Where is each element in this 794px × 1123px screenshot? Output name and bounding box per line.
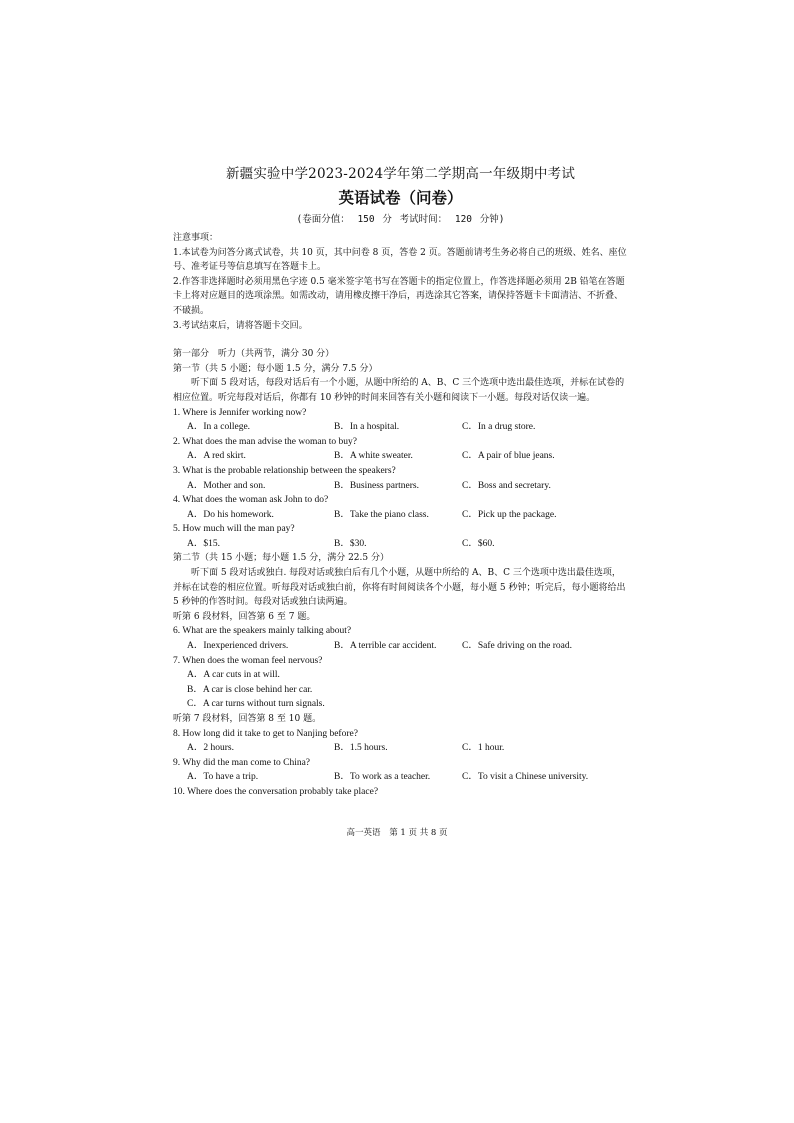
exam-meta bbox=[173, 213, 628, 227]
page-content bbox=[173, 164, 628, 800]
option-a: A．To have a trip. bbox=[187, 772, 259, 783]
option-c: C．1 hour. bbox=[462, 743, 505, 754]
option-c: C．In a drug store. bbox=[462, 422, 536, 433]
question-stem: 2. What does the man advise the woman to buy? bbox=[173, 436, 357, 447]
question-stem: 4. What does the woman ask John to do? bbox=[173, 495, 329, 506]
footer-subject: 高一英语 bbox=[346, 828, 381, 838]
option-a: A．In a college. bbox=[187, 422, 251, 433]
option-c: C．Pick up the package. bbox=[462, 509, 557, 520]
option-b: B．In a hospital. bbox=[334, 422, 400, 433]
question-stem: 3. What is the probable relationship between the speakers? bbox=[173, 465, 396, 476]
section2-directions: 听下面 5 段对话或独白. 每段对话或独白后有几个小题，从题中所给的 A、B、C 三个选项中选出最佳选项，并标在试卷的相应位置。听每段对话或独白前，你将有时间阅读各个小题，每小题 5 秒钟；听完后，每小题将给出 5 秒钟的作答时间。每段对话或独白读两遍。 bbox=[173, 568, 626, 608]
option-c: C．A car turns without turn signals. bbox=[187, 699, 325, 710]
question-options bbox=[173, 508, 628, 523]
option-b: B．A terrible car accident. bbox=[334, 641, 437, 652]
question-options bbox=[173, 741, 628, 756]
question-stem: 10. Where does the conversation probably take place? bbox=[173, 786, 379, 797]
school-title: 新疆实验中学2023-2024学年第二学期高一年级期中考试 bbox=[225, 166, 576, 182]
option-b: B．To work as a teacher. bbox=[334, 772, 431, 783]
question-stem: 1. Where is Jennifer working now? bbox=[173, 407, 307, 418]
option-a: A．Mother and son. bbox=[187, 480, 266, 491]
question-stem: 7. When does the woman feel nervous? bbox=[173, 655, 323, 666]
option-a: A．Inexperienced drivers. bbox=[187, 641, 289, 652]
option-c: C．To visit a Chinese university. bbox=[462, 772, 589, 783]
question-options bbox=[173, 420, 628, 435]
question-options bbox=[173, 479, 628, 494]
time-label: 考试时间： bbox=[399, 214, 448, 225]
question-stem: 6. What are the speakers mainly talking about? bbox=[173, 626, 352, 637]
option-b: B．Business partners. bbox=[334, 480, 419, 491]
option-c: C．Boss and secretary. bbox=[462, 480, 551, 491]
section2-heading: 第二节（共 15 小题；每小题 1.5 分，满分 22.5 分） bbox=[173, 553, 389, 564]
option-b: B．$30. bbox=[334, 538, 367, 549]
question-stem: 5. How much will the man pay? bbox=[173, 524, 295, 535]
option-a: A．A car cuts in at will. bbox=[187, 670, 280, 681]
question-options bbox=[173, 537, 628, 552]
option-c: C．A pair of blue jeans. bbox=[462, 451, 555, 462]
question-stem: 8. How long did it take to get to Nanjing before? bbox=[173, 728, 358, 739]
score-unit: 分 bbox=[382, 214, 392, 225]
material-note: 听第 6 段材料，回答第 6 至 7 题。 bbox=[173, 611, 316, 622]
meta-open: (卷面分值： bbox=[296, 214, 350, 225]
part1-heading: 第一部分 听力（共两节，满分 30 分） bbox=[173, 349, 335, 360]
notice-item: 3.考试结束后，请将答题卡交回。 bbox=[173, 320, 308, 331]
time-value: 120 bbox=[454, 214, 473, 225]
option-a: A．$15. bbox=[187, 538, 220, 549]
page-footer bbox=[0, 826, 794, 838]
paper-title: 英语试卷（问卷） bbox=[338, 188, 463, 207]
question-options bbox=[173, 770, 628, 785]
question-options bbox=[173, 639, 628, 654]
time-unit: 分钟) bbox=[479, 214, 505, 225]
option-b: B．A white sweater. bbox=[334, 451, 413, 462]
option-a: A．2 hours. bbox=[187, 743, 234, 754]
option-b: B．Take the piano class. bbox=[334, 509, 429, 520]
material-note: 听第 7 段材料，回答第 8 至 10 题。 bbox=[173, 714, 322, 724]
notice-item: 2.作答非选择题时必须用黑色字迹 0.5 毫米签字笔书写在答题卡的指定位置上，作答选择题必须用 2B 铅笔在答题卡上将对应题目的选项涂黑。如需改动，请用橡皮擦干净后，再选涂其它答案，请保持答题卡卡面清洁、不折叠、不破损。 bbox=[173, 276, 625, 316]
question-options bbox=[173, 449, 628, 464]
spacer bbox=[173, 333, 628, 347]
option-b: B．1.5 hours. bbox=[334, 743, 388, 754]
score-value: 150 bbox=[357, 214, 375, 225]
notice-heading: 注意事项： bbox=[173, 233, 219, 243]
option-a: A．Do his homework. bbox=[187, 509, 274, 520]
option-b: B．A car is close behind her car. bbox=[187, 684, 313, 695]
option-c: C．Safe driving on the road. bbox=[462, 641, 573, 652]
option-c: C．$60. bbox=[462, 538, 495, 549]
footer-page-number: 第 1 页 共 8 页 bbox=[389, 828, 448, 838]
section1-heading: 第一节（共 5 小题；每小题 1.5 分，满分 7.5 分） bbox=[173, 363, 378, 374]
section1-directions: 听下面 5 段对话，每段对话后有一个小题，从题中所给的 A、B、C 三个选项中选出最佳选项，并标在试卷的相应位置。听完每段对话后，你都有 10 秒钟的时间来回答有关小题和阅读下一小题。每段对话仅读一遍。 bbox=[173, 378, 625, 403]
question-stem: 9. Why did the man come to China? bbox=[173, 757, 311, 768]
option-a: A．A red skirt. bbox=[187, 451, 246, 462]
notice-item: 1.本试卷为问答分离式试卷，共 10 页，其中问卷 8 页，答卷 2 页。答题前请考生务必将自己的班级、姓名、座位号、准考证号等信息填写在答题卡上。 bbox=[173, 247, 627, 273]
